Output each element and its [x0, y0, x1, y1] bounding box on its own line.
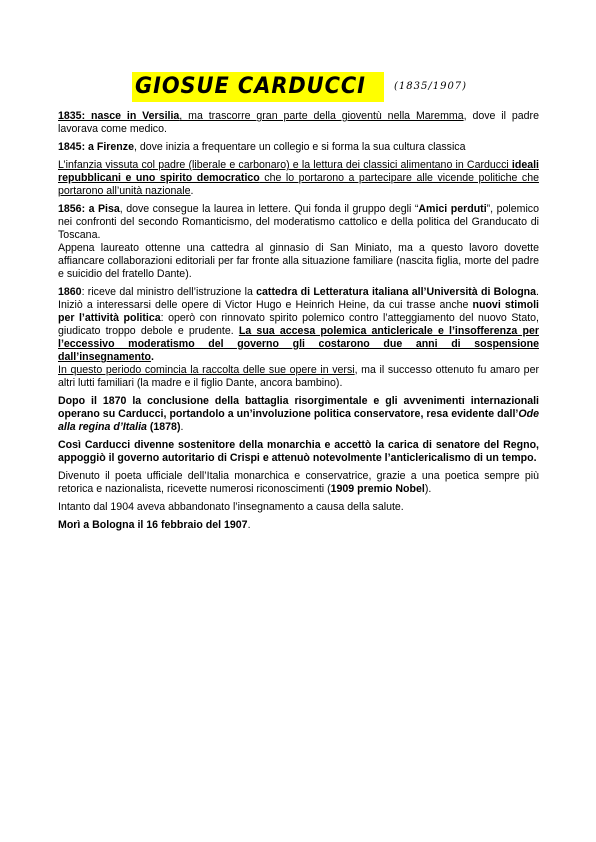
paragraph-1870	[58, 395, 539, 434]
text-span: In questo periodo comincia la raccolta delle sue opere in versi	[58, 364, 355, 376]
text-span: ).	[424, 483, 432, 495]
paragraph-1860	[58, 286, 539, 390]
paragraph-poeta-ufficiale	[58, 470, 539, 496]
text-span: cattedra di Letteratura italiana all’Università di Bologna	[256, 286, 537, 298]
year-1860: 1860	[58, 286, 82, 298]
header	[0, 72, 596, 102]
text-span: .	[180, 421, 184, 433]
paragraph-monarchia: Così Carducci divenne sostenitore della monarchia e accettò la carica di senatore del Regno, appoggiò il governo autoritario di Crispi e attenuò notevolmente l’anticlericalismo di un tempo.	[58, 439, 539, 464]
text-span: . Iniziò a interessarsi delle opere di Victor Hugo e Heinrich Heine, da cui trasse anche	[58, 286, 539, 311]
paragraph-1845	[58, 141, 539, 154]
text-span: .	[247, 519, 251, 531]
paragraph-1835	[58, 110, 539, 136]
paragraph-infanzia	[58, 159, 539, 198]
year-1835: 1835: nasce in Versilia	[58, 110, 180, 122]
text-span: (1878)	[146, 421, 181, 433]
text-span: , ma il successo ottenuto fu amaro per altri lutti familiari (la madre e il figlio Dante, ancora bambino).	[58, 364, 539, 389]
text-span: .	[151, 351, 154, 363]
text-span: , dove consegue la laurea in lettere. Qui fonda il gruppo degli “	[119, 203, 419, 215]
text-span: L’infanzia vissuta col padre (liberale e carbonaro) e la lettura dei classici alimentano in Carducci	[58, 159, 512, 171]
text-span: : operò con rinnovato spirito polemico contro l’atteggiamento del nuovo Stato, giudicato troppo debole e prudente.	[58, 312, 539, 337]
text-span: Ode alla regina d’Italia	[58, 408, 539, 433]
biography-text	[58, 110, 539, 537]
text-span: Dopo il 1870 la conclusione della battaglia risorgimentale e gli avvenimenti internazionali operano su Carducci, portandolo a un’involuzione politica conservatore, resa evidente dall’	[58, 395, 539, 420]
text-span: 1909 premio Nobel	[330, 483, 425, 495]
text-span: Amici perduti	[418, 203, 487, 215]
text-span: Divenuto il poeta ufficiale dell’Italia monarchica e conservatrice, grazie a una poetica sempre più retorica e nazionalista, ricevette numerosi riconoscimenti (	[58, 470, 539, 495]
text-span: , dove inizia a frequentare un collegio e si forma la sua cultura classica	[133, 141, 466, 153]
year-1856: 1856: a Pisa	[58, 203, 120, 215]
text-span: Appena laureato ottenne una cattedra al ginnasio di San Miniato, ma a questo lavoro dovette affiancare collaborazioni editoriali per far fronte alla situazione familiare (nascita figlia, morte del padre e suicidio del fratello Dante).	[58, 242, 539, 280]
text-span: La sua accesa polemica anticlericale e l’insofferenza per l’eccessivo moderatismo del governo gli costarono due anni di sospensione dall’insegnamento	[58, 325, 539, 363]
text-span: ”, polemico nei confronti del secondo Romanticismo, del moderatismo cattolico e della politica del Granducato di Toscana.	[58, 203, 539, 241]
text-span: che lo portarono a partecipare alle vicende politiche che portarono all’unità nazionale	[58, 172, 539, 197]
text-span: , ma trascorre gran parte della gioventù nella Maremma	[179, 110, 464, 122]
text-span: ideali repubblicani e uno spirito democratico	[58, 159, 539, 184]
year-1845: 1845: a Firenze	[58, 141, 134, 153]
page-title: GIOSUE CARDUCCI	[135, 74, 366, 99]
text-span: , dove il padre lavorava come medico.	[58, 110, 539, 135]
text-span: .	[190, 185, 194, 197]
text-span: Morì a Bologna il 16 febbraio del 1907	[58, 519, 248, 531]
life-dates: (1835/1907)	[394, 81, 468, 92]
text-span: : riceve dal ministro dell’istruzione la	[81, 286, 257, 298]
paragraph-1904: Intanto dal 1904 aveva abbandonato l’insegnamento a causa della salute.	[58, 501, 404, 513]
paragraph-morte	[58, 519, 539, 532]
paragraph-1856	[58, 203, 539, 281]
text-span: nuovi stimoli per l’attività politica	[58, 299, 539, 324]
